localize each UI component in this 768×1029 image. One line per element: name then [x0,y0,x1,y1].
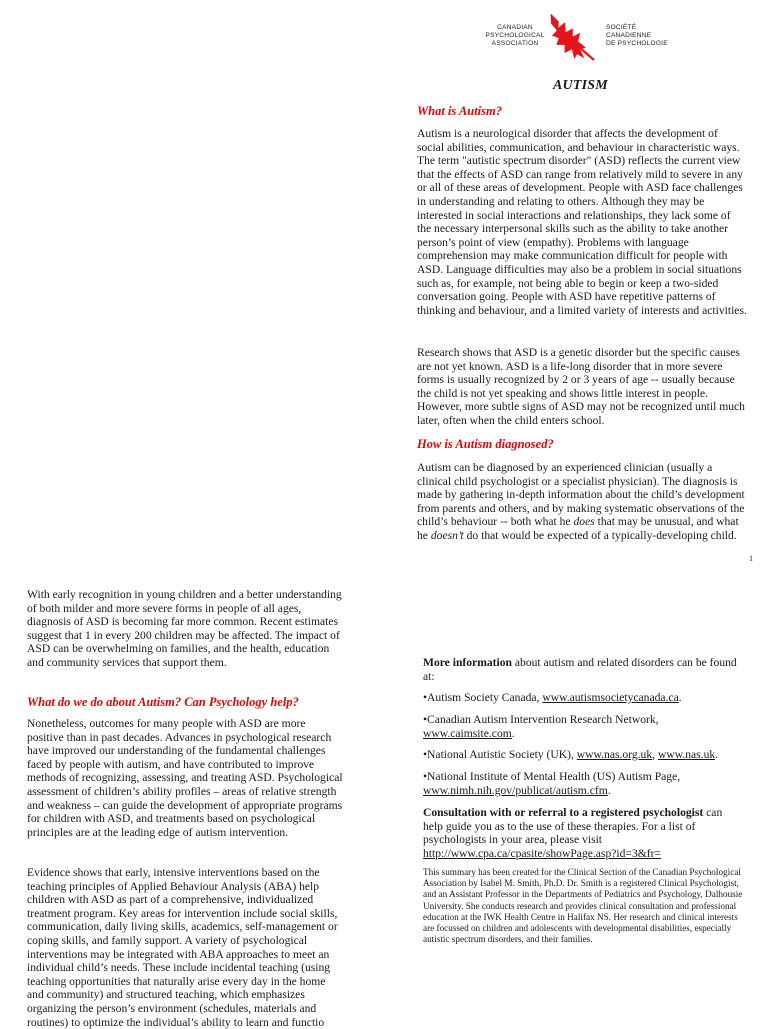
heading-how-diagnosed: How is Autism diagnosed? [417,437,554,451]
paragraph-early-recognition: With early recognition in young children and a better understanding of both milder and more severe forms in people of all ages, diagnosis of ASD is becoming far more common. Recent estimates suggest that 1 in every 200 children may be affected. The impact of ASD can be overwhelming on families, and the health, education and community services that support them. [27,588,342,669]
paragraph-psychology-help-2: Evidence shows that early, intensive interventions based on the teaching principles of Applied Behaviour Analysis (ABA) help children with ASD as part of a comprehensive, individualized treatment program. Key areas for intervention include social skills, communication, daily living skills, academics, self-management or coping skills, and family support. A variety of psychological interventions may be integrated with ABA approaches to meet an individual child’s needs. These include incidental teaching (using teaching opportunities that naturally arise every day in the home and community) and structured teaching, which emphasizes organizing the person’s environment (schedules, materials and routines) to optimize the individual’s ability to learn and functio [27,866,338,1029]
author-footnote: This summary has been created for the Clinical Section of the Canadian Psychological Association by Isabel M. Smith, Ph.D. Dr. Smith is a registered Clinical Psychologist, and an Assistant Professor in the Departments of Pediatrics and Psychology, Dalhousie University. She conducts research and provides clinical consultation and professional education at the IWK Health Centre in Halifax NS. Her research and clinical interests are focussed on children and adolescents with developmental disabilities, especially autistic spectrum disorders, and their families. [423,867,743,945]
paragraph-how-diagnosed: Autism can be diagnosed by an experienced clinician (usually a clinical child psychologist or a specialist physician). The diagnosis is made by gathering in-depth information about the child’s development from parents and others, and by making systematic observations of the child’s behaviour -- both what he does that may be unusual, and what he doesn’t do that would be expected of a typically-developing child. [417,461,745,542]
heading-what-is-autism: What is Autism? [417,104,502,118]
paragraph-psychology-help-1: Nonetheless, outcomes for many people with ASD are more positive than in past decades. Advances in psychological research have improved our understanding of the fundamental challenges faced by people with autism, and have contributed to improve methods of recognizing, assessing, and treating ASD. Psychological assessment of children’s ability profiles – areas of relative strength and weakness – can guide the development of appropriate programs for children with ASD, and treatments based on psychological principles are at the leading edge of autism intervention. [27,717,343,839]
cpa-logo [484,4,684,62]
page-title: AUTISM [553,78,608,93]
page-number: 1 [749,554,753,563]
logo-text-english: CANADIAN PSYCHOLOGICAL ASSOCIATION [485,24,545,47]
link-nimh-autism[interactable]: www.nimh.nih.gov/publicat/autism.cfm [423,783,608,797]
resource-item: •National Institute of Mental Health (US) Autism Page, www.nimh.nih.gov/publicat/autism.cfm. [423,770,681,797]
paragraph-what-is-autism-1: Autism is a neurological disorder that affects the development of social abilities, communication, and behaviour in characteristic ways. The term "autistic spectrum disorder" (ASD) reflects the current view that the effects of ASD can range from relatively mild to severe in any or all of these areas of development. People with ASD face challenges in understanding and relating to others. Although they may be interested in social interactions and relationships, they lack some of the necessary interpersonal skills such as the ability to take another person’s point of view (empathy). Problems with language comprehension may make communication difficult for people with ASD. Language difficulties may also be a problem in social situations such as, for example, not being able to begin or keep a two-sided conversation going. People with ASD have repetitive patterns of thinking and behaviour, and a limited variety of interests and activities. [417,127,747,317]
resource-item: •National Autistic Society (UK), www.nas.org.uk, www.nas.uk. [423,748,719,761]
resource-item: •Autism Society Canada, www.autismsocietycanada.ca. [423,691,682,704]
more-information: More information about autism and related disorders can be found at: [423,656,737,683]
maple-leaf-icon [546,4,604,62]
resource-item: •Canadian Autism Intervention Research Network, www.caimsite.com. [423,713,659,740]
consultation-paragraph: Consultation with or referral to a registered psychologist can help guide you as to the use of these therapies. For a list of psychologists in your area, please visit http://www.cpa.ca/cpasite/showPage.asp?id=3&fr= [423,806,723,860]
link-nas-org-uk[interactable]: www.nas.org.uk [576,748,653,761]
link-nas-uk[interactable]: www.nas.uk [657,748,716,761]
logo-text-french: SOCIÉTÉ CANADIENNE DE PSYCHOLOGIE [606,24,668,47]
link-autism-society-canada[interactable]: www.autismsocietycanada.ca [542,691,679,704]
link-caimsite[interactable]: www.caimsite.com [423,726,512,740]
heading-what-do-we-do: What do we do about Autism? Can Psychology help? [27,695,299,709]
paragraph-what-is-autism-2: Research shows that ASD is a genetic disorder but the specific causes are not yet known. ASD is a life-long disorder that in more severe forms is usually recognized by 2 or 3 years of age -- usually because the child is not yet speaking and shows little interest in people. However, more subtle signs of ASD may not be recognized until much later, often when the child enters school. [417,346,745,427]
link-cpa-psychologists[interactable]: http://www.cpa.ca/cpasite/showPage.asp?id=3&fr= [423,846,662,860]
